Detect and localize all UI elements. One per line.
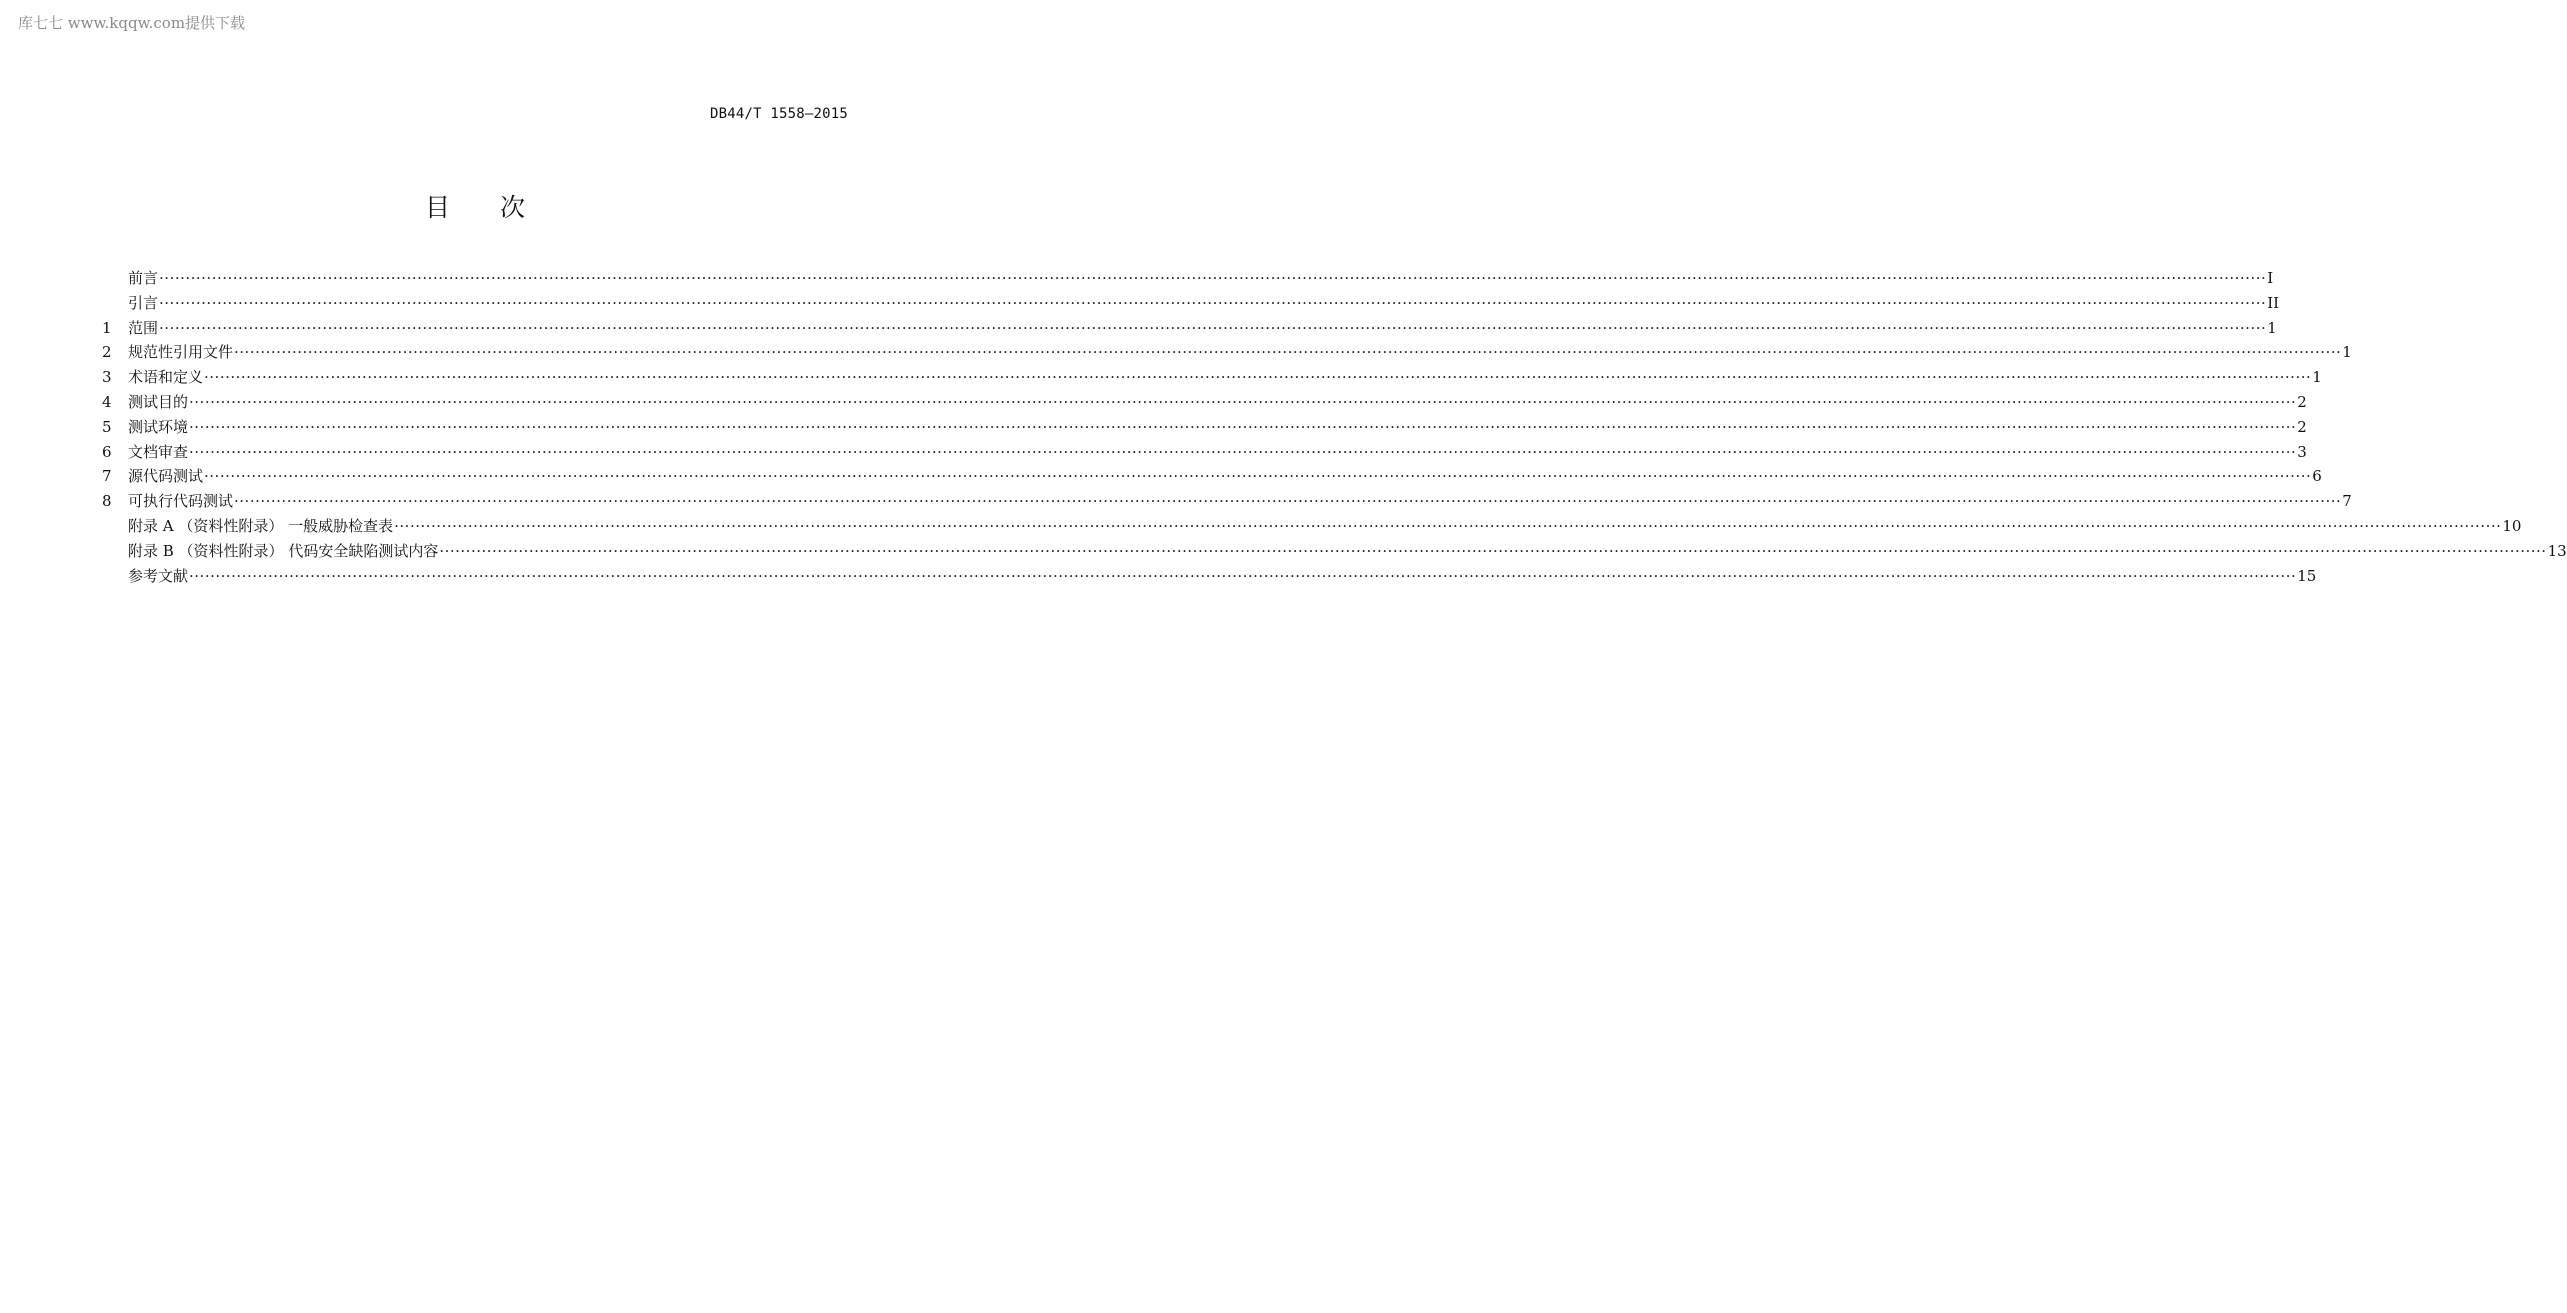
toc-leader-dots: ················································································································································································································································································································································································································ — [204, 467, 2312, 486]
toc-title-right: 次 — [500, 193, 526, 222]
toc-entry-scope[interactable] — [96, 316, 2277, 341]
toc-entry-bibliography[interactable] — [96, 564, 2317, 589]
toc-entry-page: 7 — [2342, 492, 2352, 511]
toc-leader-dots: ················································································································································································································································································································································································································ — [189, 442, 2297, 461]
toc-entry-label: 术语和定义 — [128, 368, 204, 387]
toc-entry-page: II — [2267, 293, 2280, 312]
toc-entry-label: 可执行代码测试 — [128, 492, 234, 511]
toc-entry-label: 测试环境 — [128, 417, 189, 436]
toc-entry-number: 8 — [102, 492, 112, 511]
toc-entry-number: 2 — [102, 343, 112, 362]
toc-title — [0, 188, 950, 224]
toc-entry-number: 7 — [102, 467, 112, 486]
toc-title-left: 目 — [424, 193, 450, 222]
toc-entry-test-purpose[interactable] — [96, 390, 2307, 415]
toc-entry-page: 1 — [2312, 368, 2322, 387]
toc-entry-page: 6 — [2312, 467, 2322, 486]
toc-leader-dots: ················································································································································································································································································································································································································ — [189, 566, 2297, 585]
toc-entry-executable-code-test[interactable] — [96, 489, 2352, 514]
toc-entry-label: 附录 B （资料性附录） 代码安全缺陷测试内容 — [128, 541, 439, 560]
toc-leader-dots: ················································································································································································································································································································································································································ — [394, 516, 2502, 535]
document-code: DB44/T 1558—2015 — [709, 106, 848, 122]
toc-entry-page: I — [2267, 269, 2274, 287]
toc-entry-foreword[interactable] — [96, 266, 2274, 291]
toc-entry-number: 6 — [102, 442, 112, 461]
toc-entry-label: 引言 — [128, 293, 159, 312]
toc-entry-label: 参考文献 — [128, 566, 189, 585]
toc-entry-label: 前言 — [128, 269, 159, 287]
toc-leader-dots: ················································································································································································································································································································································································································ — [439, 541, 2547, 560]
toc-entry-label: 范围 — [128, 318, 159, 337]
toc-leader-dots: ················································································································································································································································································································································································································ — [189, 417, 2297, 436]
toc-leader-dots: ················································································································································································································································································································································································································ — [159, 318, 2267, 337]
toc-entry-label: 测试目的 — [128, 392, 189, 411]
toc-entry-introduction[interactable] — [96, 291, 2280, 316]
toc-leader-dots: ················································································································································································································································································································································································································ — [234, 343, 2342, 362]
toc-entry-page: 10 — [2502, 516, 2522, 535]
toc-entry-number: 5 — [102, 417, 112, 436]
toc-entry-test-environment[interactable] — [96, 415, 2307, 440]
toc-entry-number: 4 — [102, 392, 112, 411]
toc-leader-dots: ················································································································································································································································································································································································································ — [159, 269, 2267, 287]
watermark-text: 库七七 www.kqqw.com提供下载 — [18, 14, 246, 32]
toc-entry-number: 1 — [102, 318, 112, 337]
table-of-contents — [96, 266, 2567, 588]
toc-entry-label: 源代码测试 — [128, 467, 204, 486]
toc-entry-appendix-a[interactable] — [96, 514, 2522, 539]
toc-entry-page: 1 — [2267, 318, 2277, 337]
toc-entry-page: 2 — [2297, 392, 2307, 411]
toc-entry-label: 附录 A （资料性附录） 一般威胁检查表 — [128, 516, 394, 535]
toc-entry-source-code-test[interactable] — [96, 464, 2322, 489]
toc-entry-document-review[interactable] — [96, 440, 2307, 465]
toc-leader-dots: ················································································································································································································································································································································································································ — [189, 392, 2297, 411]
toc-entry-normative-references[interactable] — [96, 340, 2352, 365]
toc-entry-page: 2 — [2297, 417, 2307, 436]
toc-entry-appendix-b[interactable] — [96, 539, 2567, 564]
toc-entry-page: 13 — [2547, 541, 2567, 560]
toc-leader-dots: ················································································································································································································································································································································································································ — [204, 368, 2312, 387]
toc-entry-page: 1 — [2342, 343, 2352, 362]
toc-entry-page: 15 — [2297, 566, 2317, 585]
toc-entry-number: 3 — [102, 368, 112, 387]
toc-entry-label: 文档审查 — [128, 442, 189, 461]
toc-entry-label: 规范性引用文件 — [128, 343, 234, 362]
toc-leader-dots: ················································································································································································································································································································································································································ — [234, 492, 2342, 511]
toc-entry-page: 3 — [2297, 442, 2307, 461]
toc-leader-dots: ················································································································································································································································································································································································································ — [159, 293, 2267, 312]
toc-entry-terms[interactable] — [96, 365, 2322, 390]
